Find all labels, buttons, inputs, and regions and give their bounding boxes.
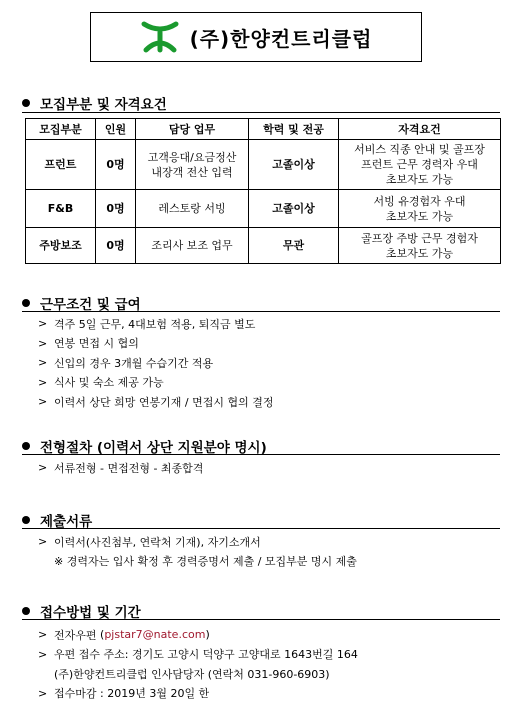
logo-strokes <box>144 24 176 50</box>
arrow-icon: > <box>38 375 48 389</box>
col-header-duty: 담당 업무 <box>136 119 249 140</box>
list-item <box>38 373 273 393</box>
duty-line: 고객응대/요금정산 <box>147 150 237 164</box>
list-item <box>38 353 273 373</box>
note-text: ※ 경력자는 입사 확정 후 경력증명서 제출 / 모집부분 명시 제출 <box>54 555 357 569</box>
bullet-icon <box>22 99 30 107</box>
cell-education: 고졸이상 <box>249 140 339 190</box>
qual-line: 서비스 직종 안내 및 골프장 <box>354 143 485 156</box>
list-item <box>38 645 358 665</box>
company-name: (주)한양컨트리클럽 <box>189 26 373 51</box>
section-divider <box>22 112 500 113</box>
section-title-conditions <box>22 293 141 313</box>
cell-qualification <box>339 228 501 264</box>
qual-line: 서빙 유경험자 우대 <box>373 194 466 208</box>
col-header-count: 인원 <box>96 119 136 140</box>
col-header-education: 학력 및 전공 <box>249 119 339 140</box>
arrow-icon: > <box>38 535 48 549</box>
list-item-text: 식사 및 숙소 제공 가능 <box>54 376 164 390</box>
arrow-icon: > <box>38 395 48 409</box>
arrow-icon: > <box>38 686 48 700</box>
documents-list <box>38 532 357 571</box>
arrow-icon: > <box>38 317 48 331</box>
deadline-text: 접수마감 : 2019년 3월 20일 한 <box>54 687 210 701</box>
section-divider <box>22 619 500 620</box>
qual-line: 골프장 주방 근무 경험자 <box>361 231 478 245</box>
hanyang-logo-icon <box>140 20 180 54</box>
section-divider <box>22 454 500 455</box>
email-label: 전자우편 <box>54 628 97 642</box>
section-title-documents <box>22 510 92 530</box>
section-title-text: 근무조건 및 급여 <box>40 297 141 313</box>
cell-dept: F&B <box>26 190 96 228</box>
arrow-icon: > <box>38 628 48 642</box>
duty-line: 내장객 전산 입력 <box>151 165 233 179</box>
section-title-recruitment <box>22 93 167 113</box>
note-item <box>38 552 357 572</box>
bullet-icon <box>22 516 30 524</box>
table-header-row <box>26 119 501 140</box>
section-title-text: 제출서류 <box>40 514 93 530</box>
list-item: > 전자우편 ( pjstar7@nate.com ) <box>38 628 210 642</box>
qual-line: 초보자도 가능 <box>385 173 454 186</box>
list-item-text: 서류전형 - 면접전형 - 최종합격 <box>54 461 204 475</box>
arrow-icon: > <box>38 461 48 475</box>
bullet-icon <box>22 442 30 450</box>
bullet-icon <box>22 299 30 307</box>
application-list <box>38 625 358 703</box>
arrow-icon: > <box>38 356 48 370</box>
cell-count: 0명 <box>96 140 136 190</box>
arrow-icon: > <box>38 647 48 661</box>
list-item-text: 이력서 상단 희망 연봉기재 / 면접시 협의 결정 <box>54 395 274 409</box>
section-title-text: 접수방법 및 기간 <box>40 605 141 621</box>
list-item <box>38 458 203 478</box>
table-row <box>26 228 501 264</box>
list-item-text: 이력서(사진첨부, 연락처 기재), 자기소개서 <box>54 535 261 549</box>
section-divider <box>22 528 500 529</box>
cell-qualification <box>339 140 501 190</box>
cell-dept: 프런트 <box>26 140 96 190</box>
list-item <box>38 392 273 412</box>
section-divider <box>22 311 500 312</box>
list-item <box>38 334 273 354</box>
list-item <box>38 314 273 334</box>
duty-line: 레스토랑 서빙 <box>158 202 226 215</box>
list-item-text: 연봉 면접 시 협의 <box>54 337 139 351</box>
list-item-text: 신입의 경우 3개월 수습기간 적용 <box>54 356 214 370</box>
cell-count: 0명 <box>96 190 136 228</box>
list-item-text: 격주 5일 근무, 4대보험 적용, 퇴직금 별도 <box>54 317 256 331</box>
list-item-continued <box>38 664 358 684</box>
list-item-text: (주)한양컨트리클럽 인사담당자 (연락처 031-960-6903) <box>54 667 330 681</box>
email-link[interactable]: pjstar7@nate.com <box>104 628 206 642</box>
col-header-dept: 모집부분 <box>26 119 96 140</box>
section-title-text: 전형절차 (이력서 상단 지원분야 명시) <box>40 440 267 456</box>
table-row <box>26 190 501 228</box>
logo-stroke-top <box>144 24 176 29</box>
page-header <box>90 12 422 62</box>
table-row <box>26 140 501 190</box>
list-item <box>38 532 357 552</box>
cell-duty <box>136 228 249 264</box>
bullet-icon <box>22 607 30 615</box>
qual-line: 초보자도 가능 <box>385 246 454 260</box>
section-title-text: 모집부분 및 자격요건 <box>40 97 167 113</box>
qual-line: 초보자도 가능 <box>385 209 454 223</box>
conditions-list <box>38 314 273 412</box>
cell-dept: 주방보조 <box>26 228 96 264</box>
duty-line: 조리사 보조 업무 <box>151 239 233 252</box>
process-list <box>38 458 203 478</box>
cell-education: 무관 <box>249 228 339 264</box>
section-title-application <box>22 601 141 621</box>
cell-count: 0명 <box>96 228 136 264</box>
list-item-text: 우편 접수 주소: 경기도 고양시 덕양구 고양대로 1643번길 164 <box>54 648 358 662</box>
cell-duty <box>136 140 249 190</box>
recruitment-table <box>25 118 501 264</box>
col-header-qualification: 자격요건 <box>339 119 501 140</box>
list-item <box>38 684 358 704</box>
cell-duty <box>136 190 249 228</box>
qual-line: 프런트 근무 경력자 우대 <box>361 158 478 171</box>
section-title-process <box>22 436 267 456</box>
cell-education: 고졸이상 <box>249 190 339 228</box>
cell-qualification <box>339 190 501 228</box>
arrow-icon: > <box>38 336 48 350</box>
